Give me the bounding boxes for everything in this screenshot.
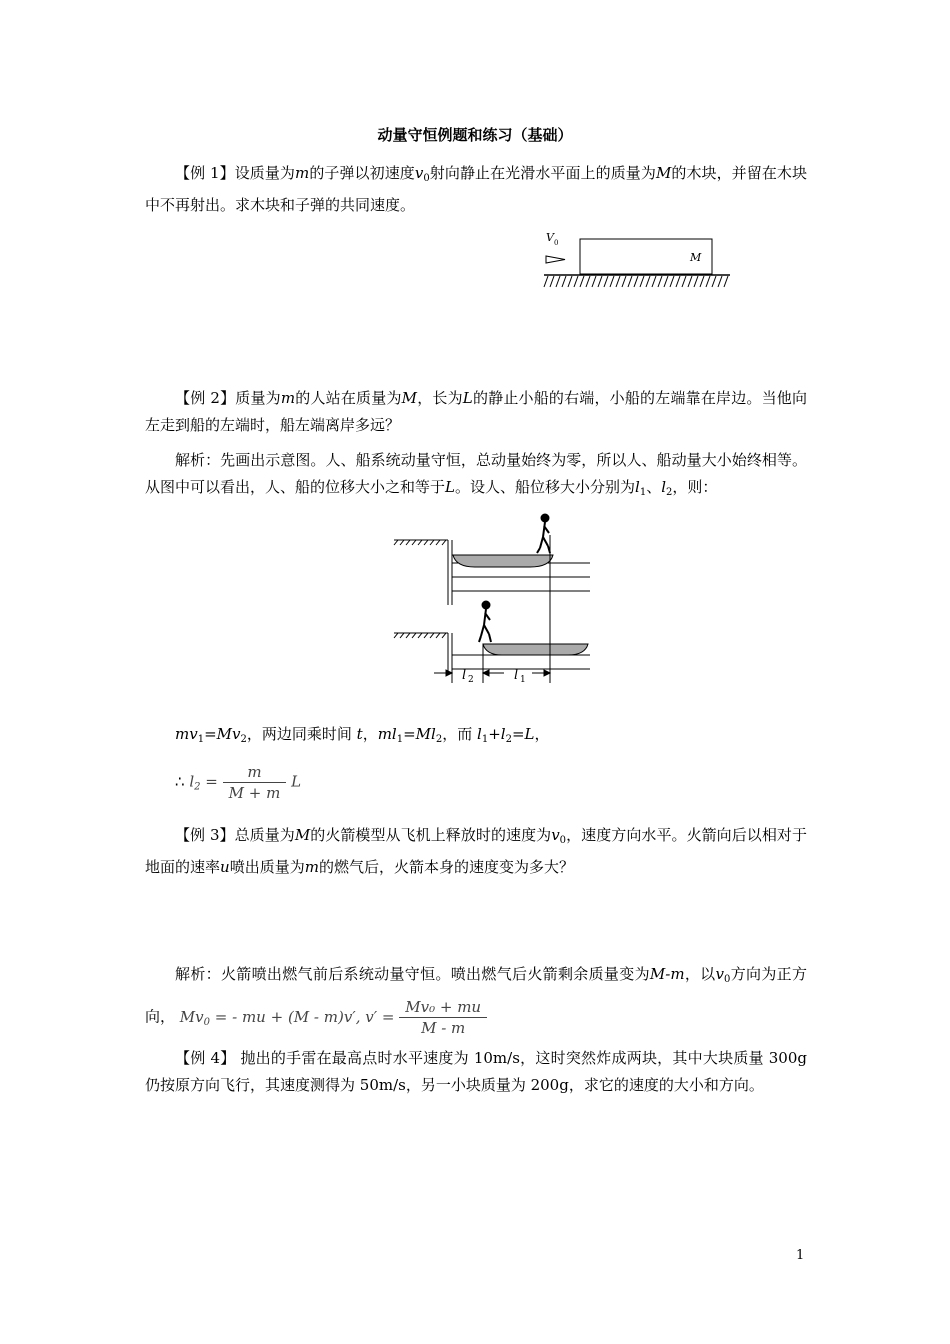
example-3-analysis: 解析：火箭喷出燃气前后系统动量守恒。喷出燃气后火箭剩余质量变为M-m，以$v_0$方向为正方向， $Mv_0$ = - mu + (M - m)v′, v′ = $\frac{\text{Mv₀ + mu}}{M - m}$: [145, 965, 807, 1037]
example-3-label: 【例 3】: [175, 826, 235, 844]
fig-M-label: M: [690, 251, 702, 264]
fig-v0-label: V: [546, 231, 554, 244]
person-top: [537, 515, 550, 554]
page-title: 动量守恒例题和练习（基础）: [377, 126, 573, 144]
svg-text:0: 0: [554, 239, 559, 247]
example-4-label: 【例 4】: [175, 1049, 236, 1067]
person-bottom: [479, 602, 491, 643]
example-1-label: 【例 1】: [175, 164, 235, 182]
water-lines-bottom: [452, 655, 590, 669]
boat-top: [453, 555, 553, 567]
fig-l2-label: l: [462, 668, 467, 683]
example-2-text: 【例 2】质量为m的人站在质量为M，长为L的静止小船的右端，小船的左端靠在岸边。当他向左走到船的左端时，船左端离岸多远？: [145, 389, 807, 434]
example-4-text: 【例 4】 抛出的手雷在最高点时水平速度为 10m/s，这时突然炸成两块，其中大块质量 300g 仍按原方向飞行，其速度测得为 50m/s，另一小块质量为 200g，求它的速度的大小和方向。: [145, 1049, 807, 1094]
l2-result-formula: ∴ $l_2$ = $\frac{m}{M + m}$ L: [175, 763, 302, 802]
rocket-equation: $Mv_0$ = - mu + (M - m)v′, v′ = $\frac{\text{Mv₀ + mu}}{M - m}$: [180, 1008, 487, 1026]
bullet-shape: [546, 256, 565, 263]
bullet-block-figure: [540, 225, 740, 297]
example-1-text: 【例 1】设质量为m的子弹以初速度$v_0$射向静止在光滑水平面上的质量为M的木块，并留在木块中不再射出。求木块和子弹的共同速度。: [145, 164, 807, 214]
shore-top: [394, 540, 452, 605]
rocket-velocity-fraction: $\frac{\text{Mv₀ + mu}}{M - m}$: [399, 997, 487, 1038]
ground-hatching: [544, 276, 728, 287]
momentum-equation-line: $mv_1=Mv_2$，两边同乘时间 t，$ml_1=Ml_2$，而 $l_1+l_2=L$，: [175, 725, 550, 745]
dimension-arrows: [434, 670, 550, 676]
boat-bottom: [483, 644, 588, 655]
fig-l1-label: l: [514, 668, 519, 683]
page-number: 1: [796, 1248, 805, 1263]
example-2-analysis: 解析：先画出示意图。人、船系统动量守恒，总动量始终为零，所以人、船动量大小始终相等。从图中可以看出，人、船的位移大小之和等于L。设人、船位移大小分别为$l_1$、$l_2$，则：: [145, 451, 807, 498]
svg-text:2: 2: [468, 675, 474, 685]
person-boat-figure: [390, 505, 595, 695]
shore-bottom: [394, 633, 452, 673]
example-2-label: 【例 2】: [175, 389, 236, 407]
result-fraction: $\frac{m}{M + m}$: [223, 762, 287, 803]
example-3-text: 【例 3】总质量为M的火箭模型从飞机上释放时的速度为$v_0$，速度方向水平。火箭向后以相对于地面的速率u喷出质量为m的燃气后，火箭本身的速度变为多大？: [145, 826, 807, 876]
svg-text:1: 1: [520, 675, 526, 685]
